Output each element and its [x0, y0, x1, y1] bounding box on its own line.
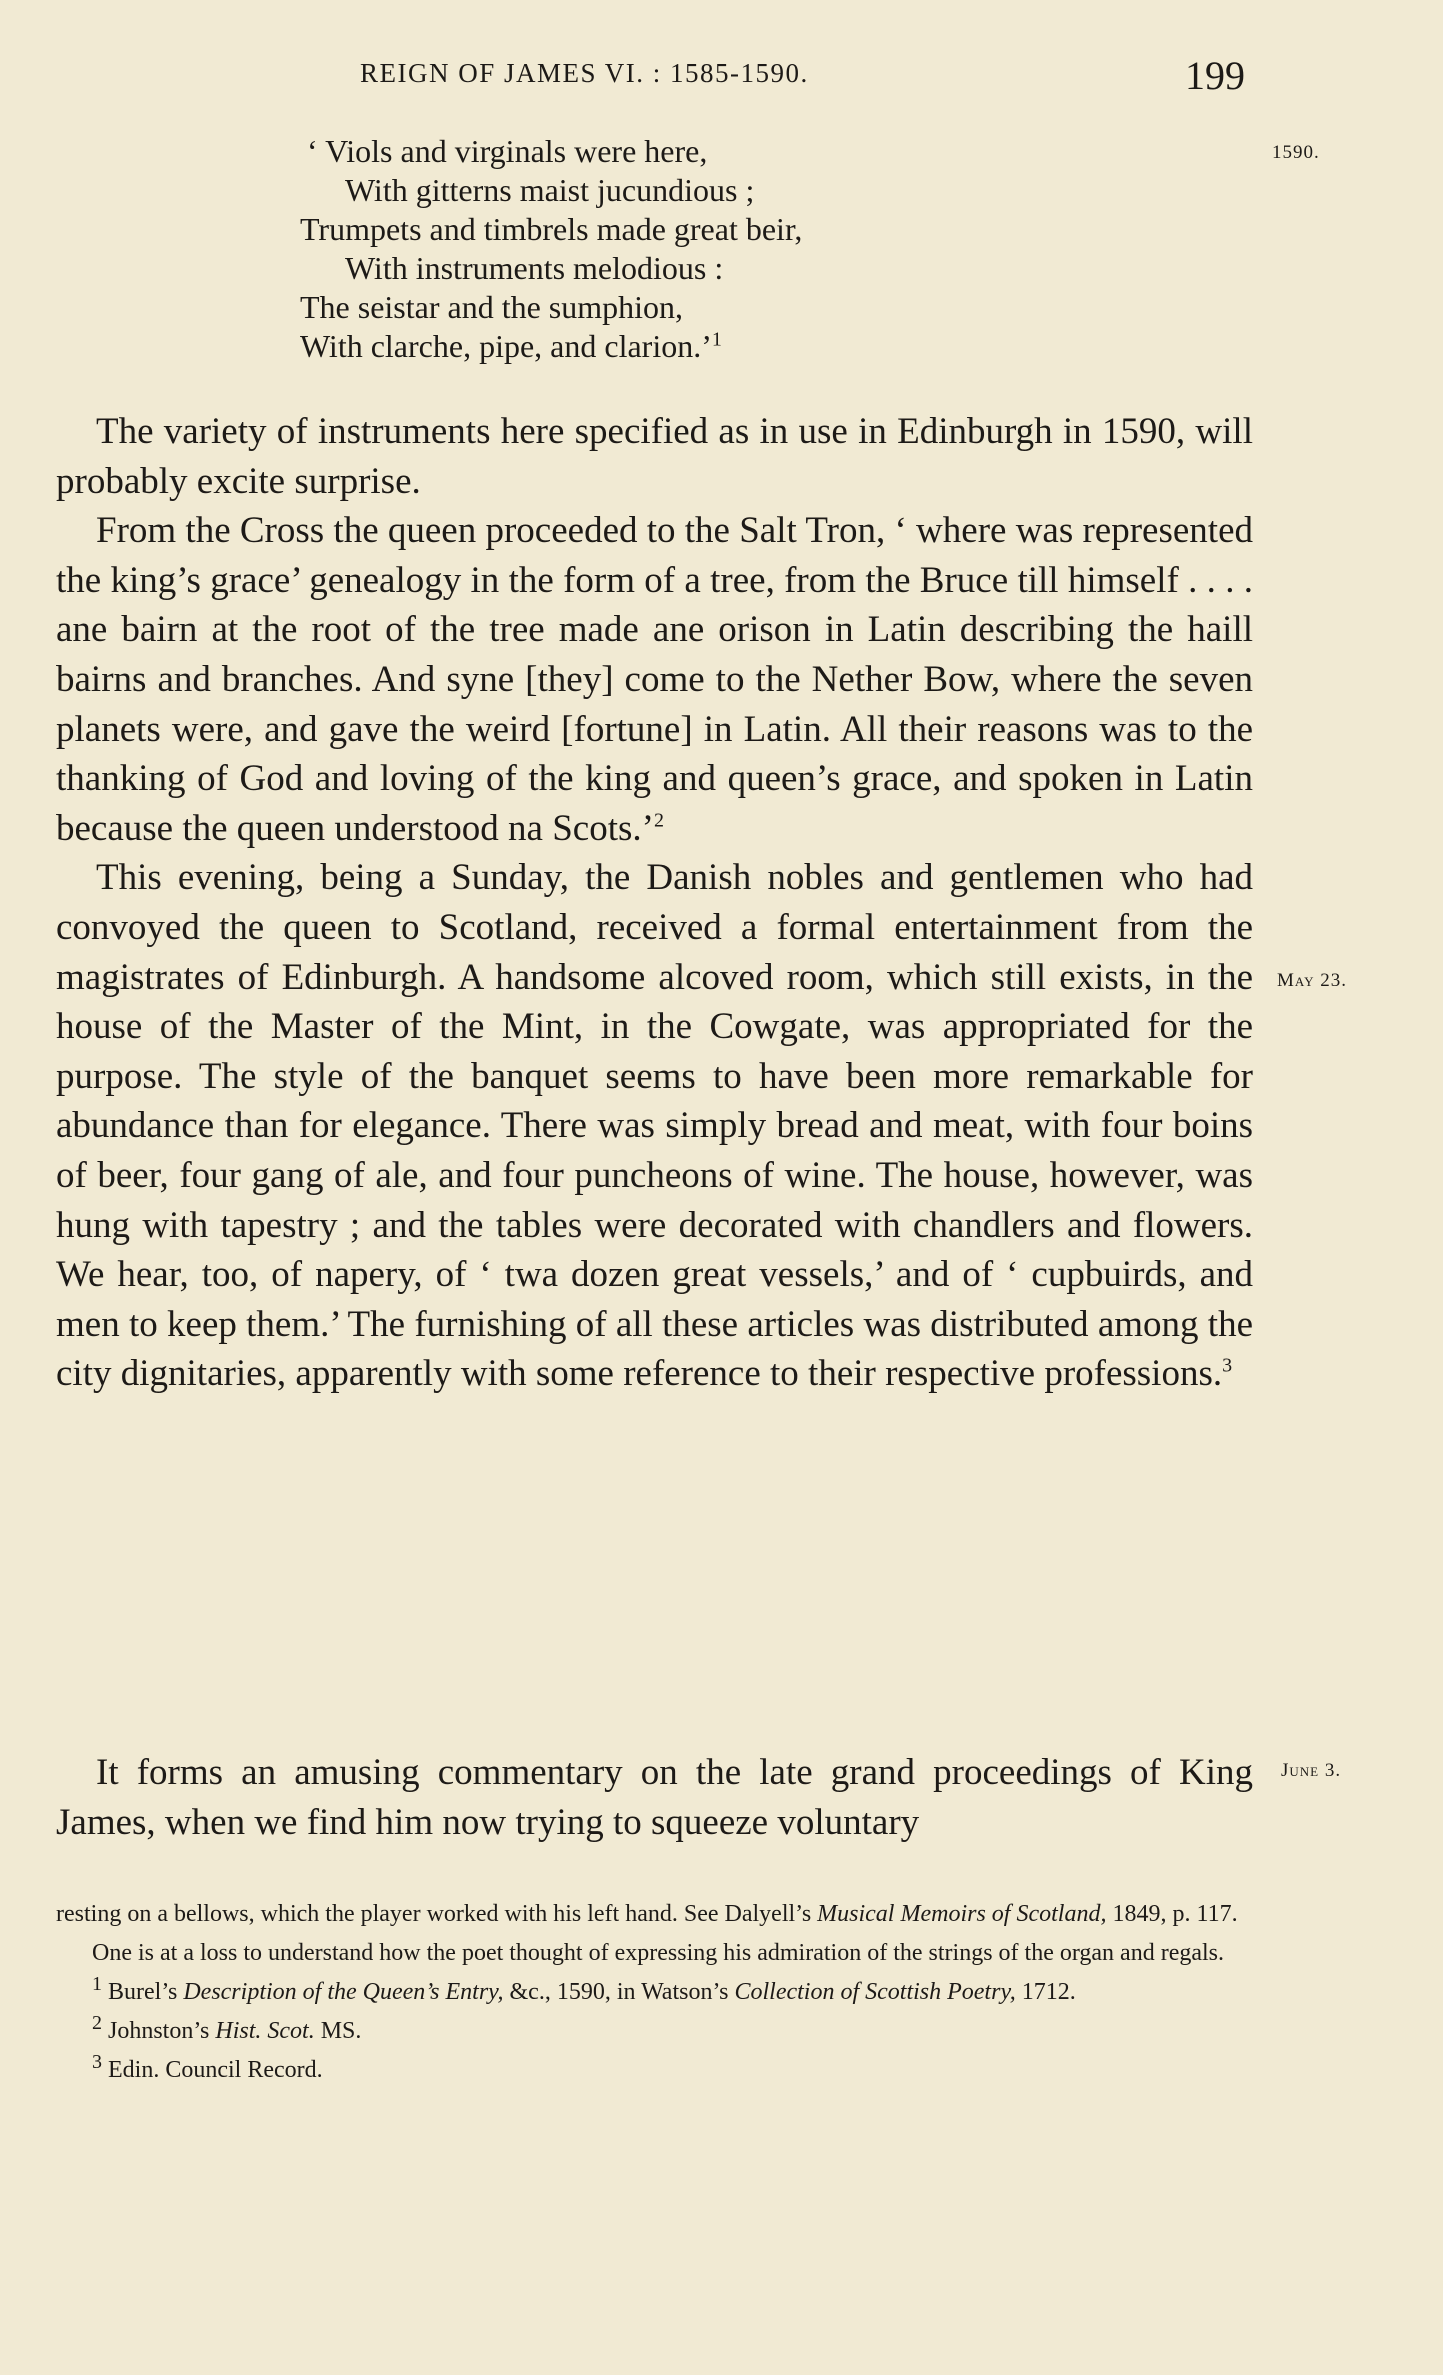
- poem-line: With instruments melodious :: [345, 250, 724, 286]
- footnote-text: Edin. Council Record.: [102, 2057, 323, 2083]
- paragraph: [56, 853, 1253, 1399]
- footnote-text: 1849, p. 117.: [1106, 1901, 1238, 1927]
- footnote-ref: 3: [1222, 1354, 1233, 1377]
- body-text-continued: [56, 1748, 1253, 1847]
- footnote-title: Hist. Scot.: [215, 2018, 315, 2044]
- poem-line-text: With clarche, pipe, and clarion.’: [300, 328, 712, 364]
- footnote-text: Johnston’s: [102, 2018, 216, 2044]
- footnote-title: Description of the Queen’s Entry,: [183, 1979, 504, 2005]
- footnote-continuation: One is at a loss to understand how the poet thought of expressing his admiration of the strings of the organ and regals.: [92, 1940, 1225, 1966]
- margin-note-june: June 3.: [1281, 1760, 1342, 1781]
- poem-line: Trumpets and timbrels made great beir,: [300, 211, 803, 247]
- footnote-3: [56, 2051, 1268, 2090]
- poem-line: ‘ Viols and virginals were here,: [307, 133, 708, 169]
- margin-note-year: 1590.: [1272, 142, 1320, 163]
- footnote-ref: 2: [653, 809, 664, 832]
- footnote-marker: 2: [92, 2012, 102, 2034]
- page-number: 199: [1185, 53, 1245, 98]
- footnote-text: Burel’s: [102, 1979, 184, 2005]
- footnote-1: [56, 1973, 1268, 2012]
- paragraph-text: This evening, being a Sunday, the Danish nobles and gentlemen who had convoyed the queen to Scotland, received a formal entertainment from the magistrates of Edinburgh. A handsome alcoved room, which still exists, in the house of the Master of the Mint, in the Cowgate, was appropriated for the purpose. The style of the banquet seems to have been more remarkable for abundance than for elegance. There was simply bread and meat, with four boins of beer, four gang of ale, and four puncheons of wine. The house, however, was hung with tapestry ; and the tables were decorated with chandlers and flowers. We hear, too, of napery, of ‘ twa dozen great vessels,’ and of ‘ cupbuirds, and men to keep them.’ The furnishing of all these articles was distributed among the city dignitaries, apparently with some reference to their respective professions.: [56, 857, 1253, 1395]
- paragraph: The variety of instruments here specified as in use in Edinburgh in 1590, will probably excite surprise.: [56, 411, 1253, 502]
- running-header: REIGN OF JAMES VI. : 1585-1590.: [360, 58, 809, 88]
- footnote-title: Collection of Scottish Poetry,: [734, 1979, 1016, 2005]
- poem-line: With gitterns maist jucundious ;: [345, 172, 755, 208]
- paragraph: It forms an amusing commentary on the late grand proceedings of King James, when we find him now trying to squeeze voluntary: [56, 1752, 1253, 1843]
- footnote-ref: 1: [711, 328, 722, 351]
- footnote-marker: 1: [92, 1973, 102, 1995]
- poem-line: [300, 327, 1060, 366]
- footnote-text: 1712.: [1015, 1979, 1076, 2005]
- footnote-text: resting on a bellows, which the player worked with his left hand. See Dalyell’s: [56, 1901, 818, 1927]
- paragraph-text: From the Cross the queen proceeded to the Salt Tron, ‘ where was represented the king’s grace’ genealogy in the form of a tree, from the Bruce till himself . . . . ane bairn at the root of the tree made ane orison in Latin describing the haill bairns and branches. And syne [they] come to the Nether Bow, where the seven planets were, and gave the weird [fortune] in Latin. All their reasons was to the thanking of God and loving of the king and queen’s grace, and spoken in Latin because the queen understood na Scots.’: [56, 510, 1253, 849]
- footnote-title: Musical Memoirs of Scotland,: [817, 1901, 1107, 1927]
- body-text: [56, 407, 1253, 1399]
- margin-note-may: May 23.: [1277, 970, 1347, 991]
- footnote-text: &c., 1590, in Watson’s: [503, 1979, 735, 2005]
- footnote-text: MS.: [314, 2018, 362, 2044]
- footnote-2: [56, 2012, 1268, 2051]
- poem-quotation: [300, 132, 1060, 366]
- footnotes: [56, 1895, 1268, 2090]
- footnote-continuation: [56, 1895, 1268, 1934]
- poem-line: The seistar and the sumphion,: [300, 289, 684, 325]
- paragraph: [56, 506, 1253, 853]
- footnote-marker: 3: [92, 2051, 102, 2073]
